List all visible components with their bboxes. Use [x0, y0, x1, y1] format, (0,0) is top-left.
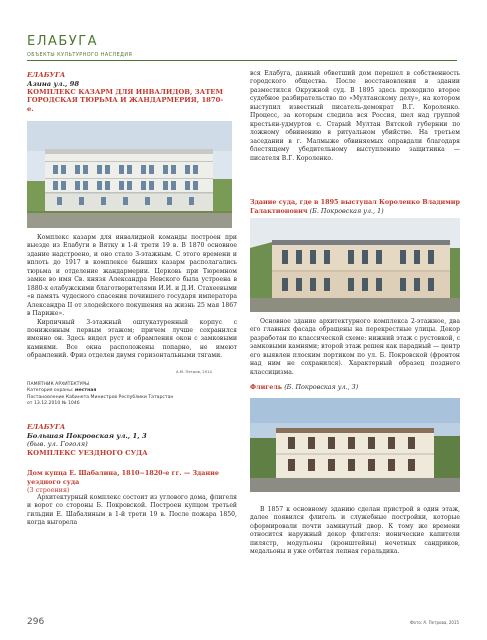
column2b-paragraph-1: Основное здание архитектурного комплекса 2-этажное, два его главных фасада обращены на перекрестные улицы. Декор разработан по классической схеме: нижний этаж с рустовкой, с замковыми камнями; второй этаж решен как парадный — центр его выявлен плоским портиком по ул. Б. Покровской (фронтон над ним не сохранился). Характерный образец позднего классицизма. [250, 318, 460, 376]
courthouse-illustration [250, 218, 460, 312]
wing-photo [250, 398, 460, 492]
monument-decree-2: от 13.12.2010 № 1046 [27, 401, 80, 407]
entry2-address-former: (быв. ул. Гоголя) [27, 440, 88, 448]
monument-info [27, 382, 217, 408]
entry2-title: КОМПЛЕКС УЕЗДНОГО СУДА [27, 448, 148, 457]
courthouse-photo [250, 218, 460, 312]
entry2-town: ЕЛАБУГА [27, 423, 66, 431]
entry2-body [27, 494, 237, 528]
wing-caption [250, 383, 460, 392]
barracks-illustration [27, 121, 232, 228]
monument-heading: ПАМЯТНИК АРХИТЕКТУРЫ [27, 382, 90, 387]
monument-category-value: местная [74, 388, 97, 394]
entry1-town: ЕЛАБУГА [27, 71, 66, 79]
header-divider [27, 60, 457, 61]
section-subtitle: ОБЪЕКТЫ КУЛЬТУРНОГО НАСЛЕДИЯ [27, 53, 133, 58]
entry1-address: Азина ул., 98 [27, 79, 80, 88]
entry1-paragraph-2: Кирпичный 3-этажный оштукатуренный корпус с пониженным первым этажом; причем лучше сохранился именно он. Здесь видел руст и обрамления окон с замковыми камнями. Все окна расположены попарно, не имеют обрамлений. Фриз отделен двумя горизонтальными тягами. [27, 318, 237, 360]
entry2-building [27, 469, 237, 495]
entry2-address: Большая Покровская ул., 1, 3 [27, 431, 147, 440]
entry1-body [27, 234, 237, 361]
entry2-building-sub: (3 строения) [27, 486, 70, 494]
entry1-title: КОМПЛЕКС КАЗАРМ ДЛЯ ИНВАЛИДОВ, ЗАТЕМ ГОРОДСКАЯ ТЮРЬМА И ЖАНДАРМЕРИЯ, 1870-е. [27, 88, 224, 113]
column2-text [250, 70, 460, 163]
wing-illustration [250, 398, 460, 492]
courthouse-caption-title: Здание суда, где в 1895 выступал Короленко Владимир Галактионович [250, 198, 460, 215]
section-title: ЕЛАБУГА [27, 34, 99, 49]
entry1-paragraph-1: Комплекс казарм для инвалидной команды построен при выезде из Елабуги в Вятку в 1-й трети 19 в. В 1870 основное здание надстроено, и оно стало 3-этажным. С этого времени и вплоть до 1917 в комплексе бывших казарм располагались тюрьма и отделение жандармерии. Церковь при Тюремном замке во имя Св. князя Александра Невского была устроена в 1880-х елабужскими благотворителями И.И. и Д.И. Стахеевыми «в память чудесного спасения почившего государя императора Александра II от злодейского покушения на жизнь 25 мая 1867 в Париже». [27, 234, 237, 318]
courthouse-caption [250, 198, 460, 215]
monument-category-label: Категория охраны: [27, 388, 74, 394]
page-number: 296 [27, 617, 45, 627]
barracks-photo [27, 121, 232, 228]
column2c-paragraph-1: В 1857 к основному зданию сделан пристрой в один этаж, далее появился флигель и служебные постройки, которые сформировали почти замкнутый двор. К тому же времени относится наружный декор флигеля: ионические капители пилястр, модульоны (кронштейны) нечетных сандриков, медальоны и уже отбитая лепная геральдика. [250, 506, 460, 556]
monument-decree-1: Постановление Кабинета Министров Республики Татарстан [27, 394, 174, 400]
column2c-text [250, 506, 460, 557]
wing-caption-address: (Б. Покровская ул., 3) [284, 383, 359, 391]
column2b-text [250, 318, 460, 377]
wing-caption-title: Флигель [250, 383, 283, 391]
entry2-heading [27, 423, 237, 457]
entry1-heading [27, 71, 227, 113]
entry2-building-title: Дом купца Е. Шабалина, 1810−1820-е гг. — Здание уездного суда [27, 469, 219, 486]
entry2-paragraph-1: Архитектурный комплекс состоит из углового дома, флигеля и ворот со стороны Б. Покровской. Построен купцом третьей гильдии Е. Шабалиным в 1-й трети 19 в. После пожара 1850, когда выгорела [27, 494, 237, 527]
entry1-author: А.М. Петров, 2014 [176, 369, 212, 374]
courthouse-caption-address: (Б. Покровская ул., 1) [309, 206, 384, 215]
column2-paragraph-1: вся Елабуга, данный обветший дом перешел в собственность городского общества. После восстановления в здании разместился Окружной суд. В 1895 здесь проходило второе судебное разбирательство по «Мултанскому делу», на котором выступил известный писатель-демократ В.Г. Короленко. Процесс, за которым следила вся Россия, шел над группой крестьян-удмуртов с. Старый Мултан Вятской губернии по ложному обвинению в ритуальном убийстве. На третьем заседании в г. Малмыже обвиняемых оправдали благодаря блестящему убедительному выступлению защитника — писателя В.Г. Короленко. [250, 70, 460, 162]
photo-credit: Фото: А. Петрова, 2015 [410, 620, 459, 625]
